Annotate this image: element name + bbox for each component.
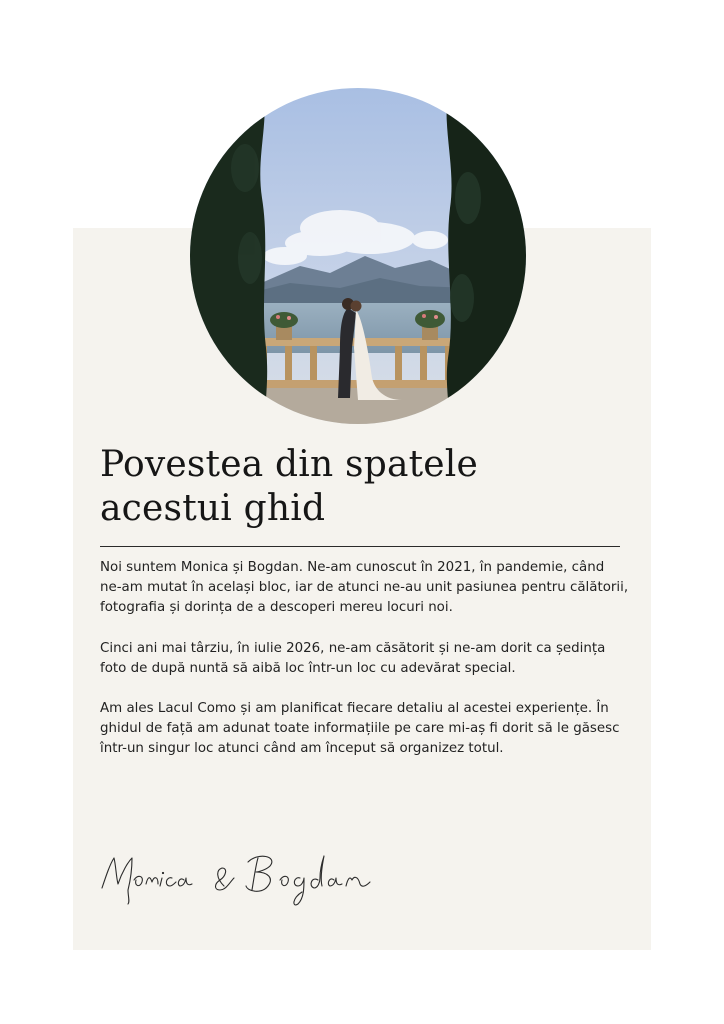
- story-text: [100, 558, 630, 780]
- divider: [100, 546, 620, 547]
- handwritten-signature: [98, 846, 378, 910]
- story-paragraph-1: Noi suntem Monica și Bogdan. Ne-am cunoscut în 2021, în pandemie, când ne-am mutat în același bloc, iar de atunci ne-au unit pasiunea pentru călătorii, fotografia și dorința de a descoperi mereu locuri noi.: [100, 560, 629, 616]
- page-title-line-2: acestui ghid: [100, 488, 326, 529]
- wedding-photo: [190, 88, 526, 424]
- story-paragraph-3: Am ales Lacul Como și am planificat fiecare detaliu al acestei experiențe. În ghidul de față am adunat toate informațiile pe care mi-aș fi dorit să le găsesc într-un singur loc atunci când am început să organizez totul.: [100, 701, 620, 757]
- signature: [98, 846, 378, 910]
- page-title-line-1: Povestea din spatele: [100, 444, 478, 485]
- wedding-photo-illustration: [190, 88, 526, 424]
- story-paragraph-2: Cinci ani mai târziu, în iulie 2026, ne-am căsătorit și ne-am dorit ca ședința foto de după nuntă să aibă loc într-un loc cu adevărat special.: [100, 640, 606, 676]
- page-title: [100, 443, 620, 531]
